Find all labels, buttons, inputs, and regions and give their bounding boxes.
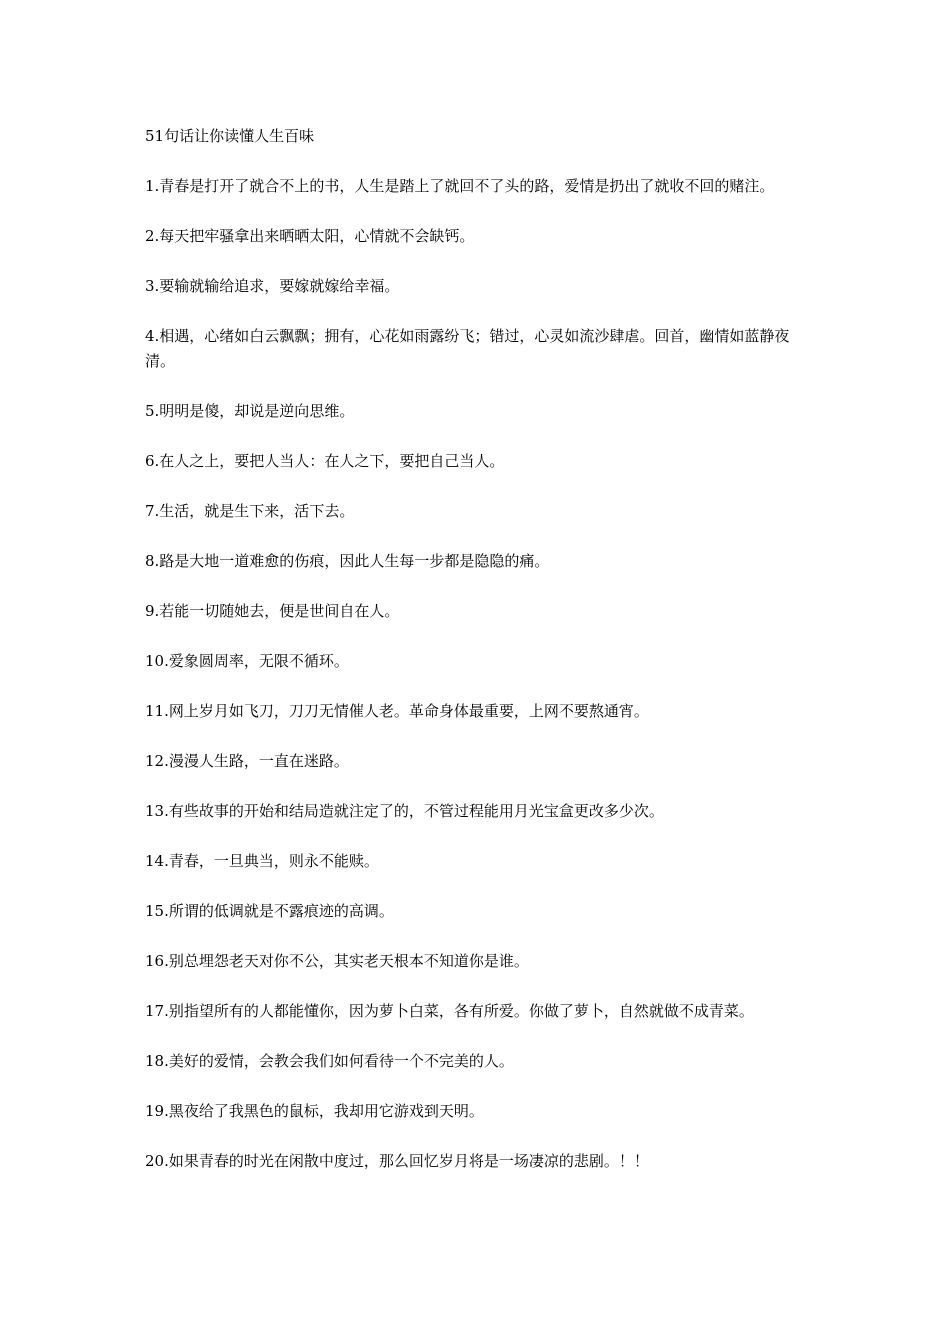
quote-item: 17.别指望所有的人都能懂你，因为萝卜白菜，各有所爱。你做了萝卜，自然就做不成青菜。 — [145, 1002, 754, 1020]
quote-item: 19.黑夜给了我黑色的鼠标，我却用它游戏到天明。 — [145, 1102, 484, 1120]
quote-item: 11.网上岁月如飞刀，刀刀无情催人老。革命身体最重要，上网不要熬通宵。 — [145, 702, 649, 720]
quote-item: 20.如果青春的时光在闲散中度过，那么回忆岁月将是一场凄凉的悲剧。！！ — [145, 1152, 649, 1170]
quote-item: 9.若能一切随她去，便是世间自在人。 — [145, 602, 400, 620]
quote-item: 2.每天把牢骚拿出来晒晒太阳，心情就不会缺钙。 — [145, 227, 475, 245]
document-title: 51句话让你读懂人生百味 — [145, 127, 315, 145]
quote-item: 15.所谓的低调就是不露痕迹的高调。 — [145, 902, 394, 920]
quote-item: 8.路是大地一道难愈的伤痕，因此人生每一步都是隐隐的痛。 — [145, 552, 550, 570]
quote-item: 14.青春，一旦典当，则永不能赎。 — [145, 852, 379, 870]
quote-item: 13.有些故事的开始和结局造就注定了的，不管过程能用月光宝盒更改多少次。 — [145, 802, 664, 820]
document-body — [145, 124, 810, 1199]
quote-item: 16.别总埋怨老天对你不公，其实老天根本不知道你是谁。 — [145, 952, 529, 970]
quote-item: 18.美好的爱情，会教会我们如何看待一个不完美的人。 — [145, 1052, 514, 1070]
quote-item: 5.明明是傻，却说是逆向思维。 — [145, 402, 355, 420]
quote-item: 6.在人之上，要把人当人：在人之下，要把自己当人。 — [145, 452, 505, 470]
quote-item: 10.爱象圆周率，无限不循环。 — [145, 652, 349, 670]
quote-item: 12.漫漫人生路，一直在迷路。 — [145, 752, 349, 770]
quote-item: 4.相遇，心绪如白云飘飘；拥有，心花如雨露纷飞；错过，心灵如流沙肆虐。回首，幽情如蓝静夜清。 — [145, 327, 790, 370]
quote-item: 7.生活，就是生下来，活下去。 — [145, 502, 355, 520]
quote-item: 3.要输就输给追求，要嫁就嫁给幸福。 — [145, 277, 400, 295]
quote-item: 1.青春是打开了就合不上的书，人生是踏上了就回不了头的路，爱情是扔出了就收不回的赌注。 — [145, 177, 775, 195]
